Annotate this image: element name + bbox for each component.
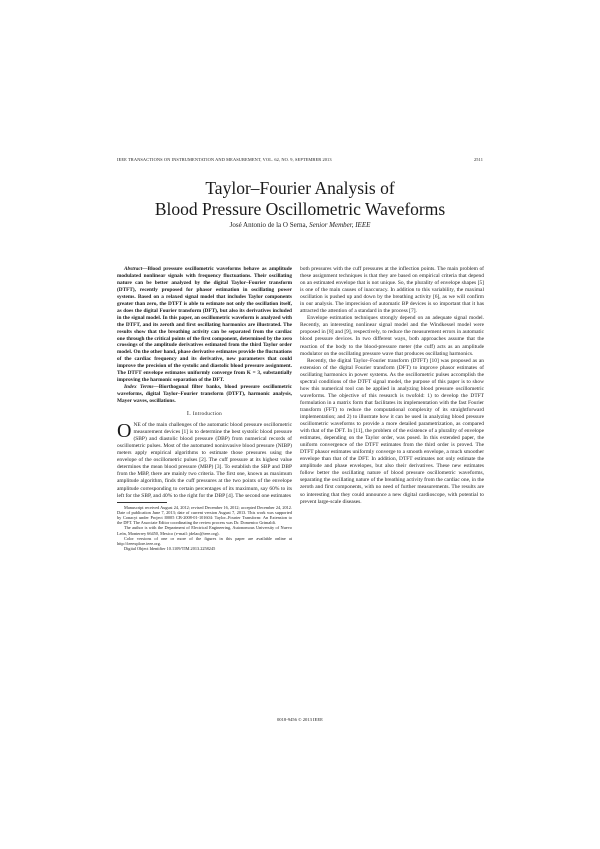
footnote-manuscript: Manuscript received August 24, 2012; revised December 16, 2012; accepted December 24, 2012. Date of publication June 7, 2013; date of current version August 7, 2013. This work was supported by Conacyt under Project I0005 CB-2008-01-101604: Taylor–Fourier Transform: An Extension to the DFT. The Associate Editor coordinating the review process was Dr. Domenico Grimaldi. (117, 504, 292, 526)
intro-text-1: NE of the main challenges of the automatic blood pressure oscillometric measurement devices [1] is to determine the best systolic blood pressure (SBP) and diastolic blood pressure (DBP) from numerical records of oscillometric pulses. Most of the automated noninvasive blood pressure (NIBP) meters apply empirical algorithms to estimate those pressures using the envelope of the oscillometric pulses [2]. The cuff pressure at its highest value determines the mean blood pressure (MBP) [3]. To establish the SBP and DBP from the MBP, there are mainly two criteria. The first one, known as maximum amplitude algorithm, finds the cuff pressures at the two points of the envelope amplitude corresponding to certain percentages of its maximum, say 60% to its left for the SBP, and 40% to the right for the DBP [4]. The second one estimates (117, 422, 292, 499)
copyright-notice: 0018-9456 © 2013 IEEE (277, 717, 323, 722)
abstract (117, 266, 292, 384)
index-terms-text: Biorthogonal filter banks, blood pressure oscillometric waveforms, digital Taylor–Fourier transform (DTFT), harmonic analysis, Mayer waves, oscillations. (117, 384, 292, 405)
author-name: José Antonio de la O Serna, (229, 221, 308, 229)
left-column (117, 266, 292, 551)
drop-cap: O (117, 420, 132, 443)
page-number: 2511 (473, 157, 483, 162)
intro-paragraph-1 (117, 422, 292, 500)
index-terms-label: Index Terms— (124, 384, 159, 391)
footnotes (117, 505, 292, 552)
section-title: Introduction (192, 411, 223, 418)
author-line (100, 221, 500, 229)
title-line-1: Taylor–Fourier Analysis of (205, 178, 395, 198)
section-numeral: I. (186, 411, 192, 418)
index-terms (117, 384, 292, 405)
intro-text-2: both pressures with the cuff pressures at the inflection points. The main problem of these assignment techniques is that they are based on empirical criteria that depend on an estimated envelope that is not unique. So, the plurality of envelope shapes [5] is one of the main causes of inaccuracy. In addition to this variability, the maximal oscillation is pushed up and down by the breathing activity [6], as we will confirm in our analysis. The imprecision of automatic BP devices is so important that it has attracted the attention of a standard in the process [7]. (300, 266, 484, 315)
footnote-doi: Digital Object Identifier 10.1109/TIM.2013.2258245 (124, 546, 216, 552)
footnote-author: The author is with the Department of Electrical Engineering, Autonomous University of Nuevo León, Monterrey 66450, Mexico (e-mail: jdelao@ieee.org). (117, 525, 292, 536)
section-heading-introduction (117, 411, 292, 418)
intro-text-3: Envelope estimation techniques strongly depend on an adequate signal model. Recently, an interesting nonlinear signal model and the Windkessel model were proposed in [8] and [9], respectively, to reduce the measurement errors in automatic blood pressure devices. In two different ways, both approaches assume that the reaction of the body to the blood-pressure meter (the cuff) acts as an amplitude modulator on the oscillating pressure wave that produces oscillating harmonics. (300, 315, 484, 357)
journal-name: IEEE TRANSACTIONS ON INSTRUMENTATION AND MEASUREMENT, VOL. 62, NO. 9, SEPTEMBER 2013 (117, 157, 332, 162)
footnote-color: Color versions of one or more of the figures in this paper are available online at http://ieeexplore.ieee.org. (117, 535, 292, 547)
right-column (300, 266, 484, 506)
author-affiliation: Senior Member, IEEE (309, 221, 371, 229)
abstract-text: Blood pressure oscillometric waveforms behave as amplitude modulated nonlinear signals with frequency fluctuations. Their oscillating nature can be better analyzed by the digital Taylor–Fourier transform (DTFT), recently proposed for phasor estimation in oscillating power systems. Based on a relaxed signal model that includes Taylor components greater than zero, the DTFT is able to estimate not only the oscillation itself, as does the digital Fourier transform (DFT), but also its derivatives included in the signal model. In this paper, an oscillometric waveform is analyzed with the DTFT, and its zeroth and first oscillating harmonics are illustrated. The results show that the breathing activity can be separated from the cardiac one through the critical points of the first component, determined by the zero crossings of the amplitude derivatives estimated from the third Taylor order model. On the other hand, phase derivative estimates provide the fluctuations of the cardiac frequency and its derivative, new parameters that could improve the precision of the systolic and diastolic blood pressure assignment. The DTFT envelope estimates uniformly converge from K = 3, substantially improving the harmonic separation of the DFT. (117, 266, 292, 384)
footnote-divider (117, 502, 167, 503)
paper-title (100, 178, 500, 220)
abstract-label: Abstract— (124, 266, 148, 272)
title-line-2: Blood Pressure Oscillometric Waveforms (154, 199, 446, 219)
intro-text-4: Recently, the digital Taylor–Fourier transform (DTFT) [10] was proposed as an extension of the digital Fourier transform (DFT) to improve phasor estimates of oscillating harmonics in power systems. As the oscillometric pulses accomplish the spectral conditions of the DTFT signal model, the purpose of this paper is to show how this numerical tool can be applied in analyzing blood pressure oscillometric waveforms. The objective of this research is twofold: 1) to develop the DTFT formulation in a matrix form that facilitates its implementation with the fast Fourier transform (FFT) to reduce the computational complexity of its straightforward implementation; and 2) to illustrate how it can be used in analyzing blood pressure oscillometric waveforms to provide a more detailed parametrization, as compared with that of the DFT. In [11], the problem of the existence of a plurality of envelope estimates, depending on the Taylor order, was posed. In this extended paper, the uniform convergence of the DTFT estimates from the third order is proved. The DTFT phasor estimates uniformly converge to a smooth envelope, a much smoother envelope than that of the DFT. In addition, DTFT estimates not only estimate the amplitude and phase envelopes, but also their derivatives. These new estimates follow better the oscillating nature of blood pressure oscillometric waveforms, separating the oscillating nature of the breathing activity from the cardiac one, in the zeroth and first components, with no need of further measurements. The results are so interesting that they could announce a new digital cardioscope, with potential to prevent large-scale diseases. (300, 357, 484, 505)
